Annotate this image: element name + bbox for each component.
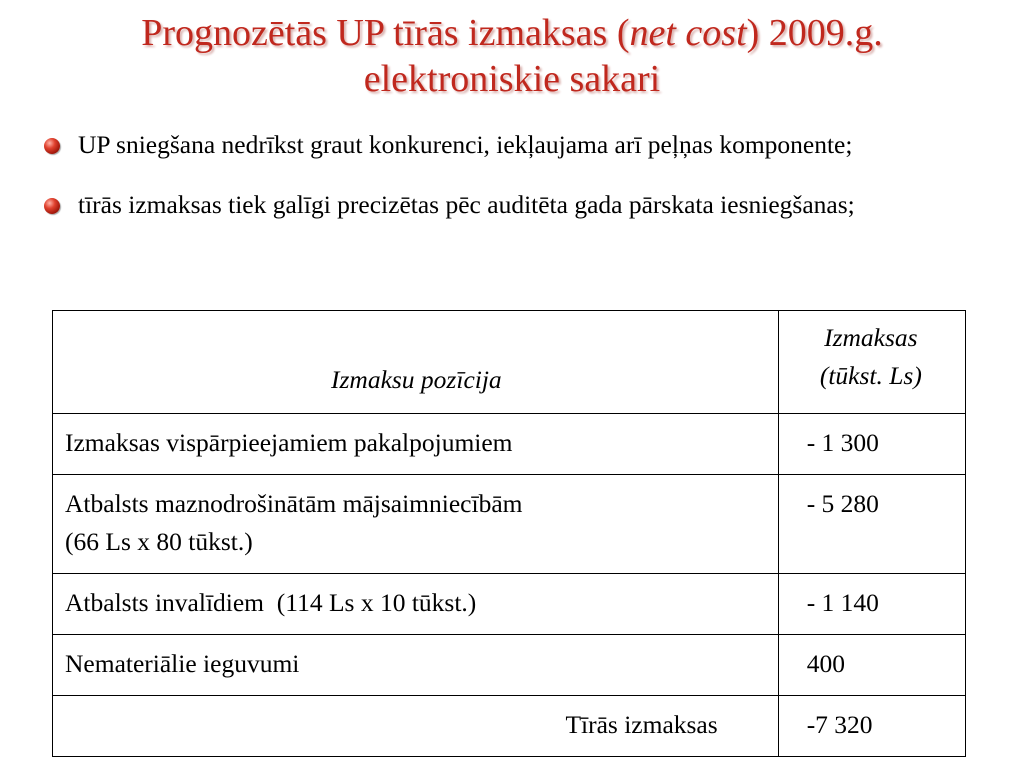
header-cost [778, 311, 965, 414]
title-line-1 [0, 10, 1024, 56]
header-cost-line-2: (tūkst. Ls) [819, 361, 922, 390]
table-row [53, 574, 966, 635]
cost-table [52, 310, 966, 757]
bullet-item [42, 126, 982, 164]
bullet-list [42, 126, 982, 246]
row-value [778, 635, 965, 696]
title-line-2: elektroniskie sakari [363, 58, 661, 100]
table-header-row [53, 311, 966, 414]
table-row [53, 475, 966, 574]
bullet-icon [44, 198, 60, 214]
title-italic: net cost [629, 12, 747, 54]
total-label: Tīrās izmaksas [53, 696, 779, 757]
title-prefix: Prognozētās UP tīrās izmaksas ( [141, 12, 630, 54]
row-label [53, 574, 779, 635]
row-label [53, 475, 779, 574]
bullet-item [42, 186, 982, 224]
row-label-line-1: Nemateriālie ieguvumi [65, 649, 300, 678]
table-row [53, 635, 966, 696]
row-value: - 5 280 [778, 475, 965, 574]
row-label-line-1: Atbalsts invalīdiem (114 Ls x 10 tūkst.) [65, 588, 477, 617]
bullet-text: UP sniegšana nedrīkst graut konkurenci, iekļaujama arī peļņas komponente; [78, 130, 853, 159]
row-label [53, 414, 779, 475]
title-suffix: ) 2009.g. [746, 12, 883, 54]
slide-title [0, 10, 1024, 102]
bullet-text: tīrās izmaksas tiek galīgi precizētas pēc auditēta gada pārskata iesniegšanas; [78, 190, 855, 219]
row-value-text: 400 [806, 649, 845, 678]
row-label-line-2: (66 Ls x 80 tūkst.) [65, 527, 253, 556]
header-cost-line-1: Izmaksas [824, 323, 918, 352]
bullet-icon [44, 138, 60, 154]
row-value: - 1 300 [778, 414, 965, 475]
row-label-line-1: Izmaksas vispārpieejamiem pakalpojumiem [65, 428, 513, 457]
row-label [53, 635, 779, 696]
table-total-row [53, 696, 966, 757]
table-row [53, 414, 966, 475]
header-position: Izmaksu pozīcija [53, 311, 779, 414]
total-value: -7 320 [778, 696, 965, 757]
row-label-line-1: Atbalsts maznodrošinātām mājsaimniecībām [65, 489, 523, 518]
row-value: - 1 140 [778, 574, 965, 635]
